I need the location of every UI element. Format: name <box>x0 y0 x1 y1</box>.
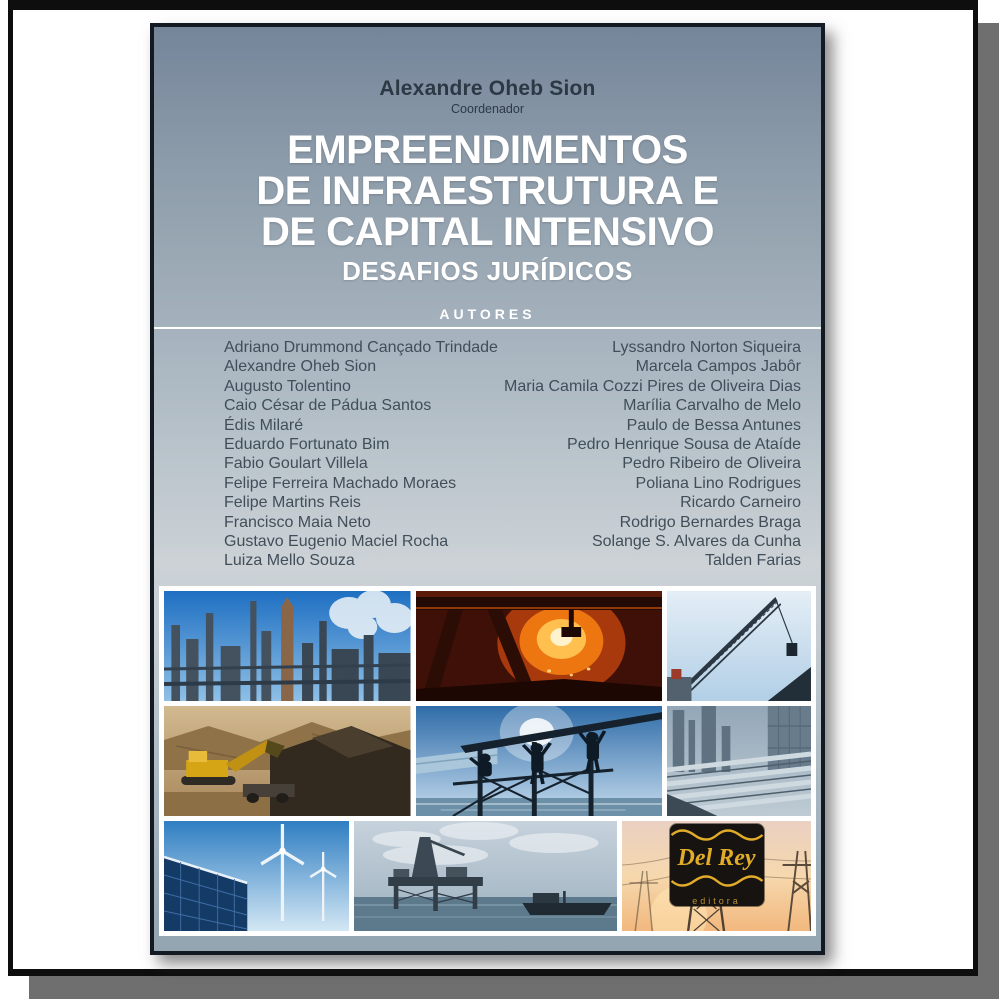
photo-open-pit-mine <box>164 706 411 816</box>
author-name: Eduardo Fortunato Bim <box>224 436 390 454</box>
author-name: Maria Camila Cozzi Pires de Oliveira Dias <box>504 377 801 395</box>
photo-row-3 <box>164 821 811 931</box>
author-name: Marília Carvalho de Melo <box>623 397 801 415</box>
authors-divider <box>154 327 821 329</box>
author-name: Fabio Goulart Villela <box>224 455 368 473</box>
author-name: Poliana Lino Rodrigues <box>635 474 801 492</box>
photo-row-2 <box>164 706 811 816</box>
author-name: Alexandre Oheb Sion <box>224 358 377 376</box>
photo-offshore-oil-rig <box>354 821 617 931</box>
photo-steel-foundry <box>416 591 663 701</box>
author-name: Solange S. Alvares da Cunha <box>591 533 801 551</box>
logo-flourish-top <box>670 824 764 846</box>
photo-power-transmission-lines <box>622 821 811 931</box>
author-name: Ricardo Carneiro <box>680 494 801 512</box>
author-name: Augusto Tolentino <box>224 377 351 395</box>
author-name: Felipe Martins Reis <box>224 494 361 512</box>
photo-solar-and-wind-energy <box>164 821 349 931</box>
photo-oil-refinery <box>164 591 411 701</box>
book-title-line3: DE CAPITAL INTENSIVO <box>260 210 714 254</box>
authors-heading: AUTORES <box>439 306 536 322</box>
author-name: Pedro Henrique Sousa de Ataíde <box>567 436 801 454</box>
author-name: Rodrigo Bernardes Braga <box>619 513 801 531</box>
book-title-line2: DE INFRAESTRUTURA E <box>256 169 719 213</box>
authors-column-right <box>504 338 801 571</box>
photo-grid <box>159 586 816 936</box>
author-name: Marcela Campos Jabôr <box>635 358 801 376</box>
author-name: Talden Farias <box>704 552 801 570</box>
author-name: Gustavo Eugenio Maciel Rocha <box>224 533 449 551</box>
author-name: Adriano Drummond Cançado Trindade <box>224 339 498 356</box>
author-name: Paulo de Bessa Antunes <box>626 416 801 434</box>
author-name: Caio César de Pádua Santos <box>224 397 432 415</box>
authors-list <box>154 338 821 580</box>
publisher-tagline: editora <box>692 896 741 906</box>
publisher-logo <box>670 824 764 906</box>
photo-construction-workers <box>416 706 663 816</box>
coordinator-role: Coordenador <box>451 102 524 116</box>
photo-industrial-pipelines <box>667 706 811 816</box>
book-subtitle: DESAFIOS JURÍDICOS <box>342 256 633 286</box>
logo-flourish-bottom <box>670 870 764 892</box>
book-title <box>154 130 821 253</box>
authors-column-left <box>224 338 498 571</box>
book-cover <box>150 23 825 955</box>
author-name: Édis Milaré <box>224 416 304 434</box>
publisher-name: Del Rey <box>677 845 756 871</box>
outer-frame <box>8 0 978 976</box>
photo-row-1 <box>164 591 811 701</box>
photo-construction-crane <box>667 591 811 701</box>
author-name: Francisco Maia Neto <box>224 513 371 531</box>
book-title-line1: EMPREENDIMENTOS <box>287 128 688 172</box>
author-name: Pedro Ribeiro de Oliveira <box>622 455 801 473</box>
author-name: Felipe Ferreira Machado Moraes <box>224 474 457 492</box>
author-name: Lyssandro Norton Siqueira <box>612 339 801 356</box>
coordinator-name: Alexandre Oheb Sion <box>379 77 596 100</box>
author-name: Luiza Mello Souza <box>224 552 355 570</box>
